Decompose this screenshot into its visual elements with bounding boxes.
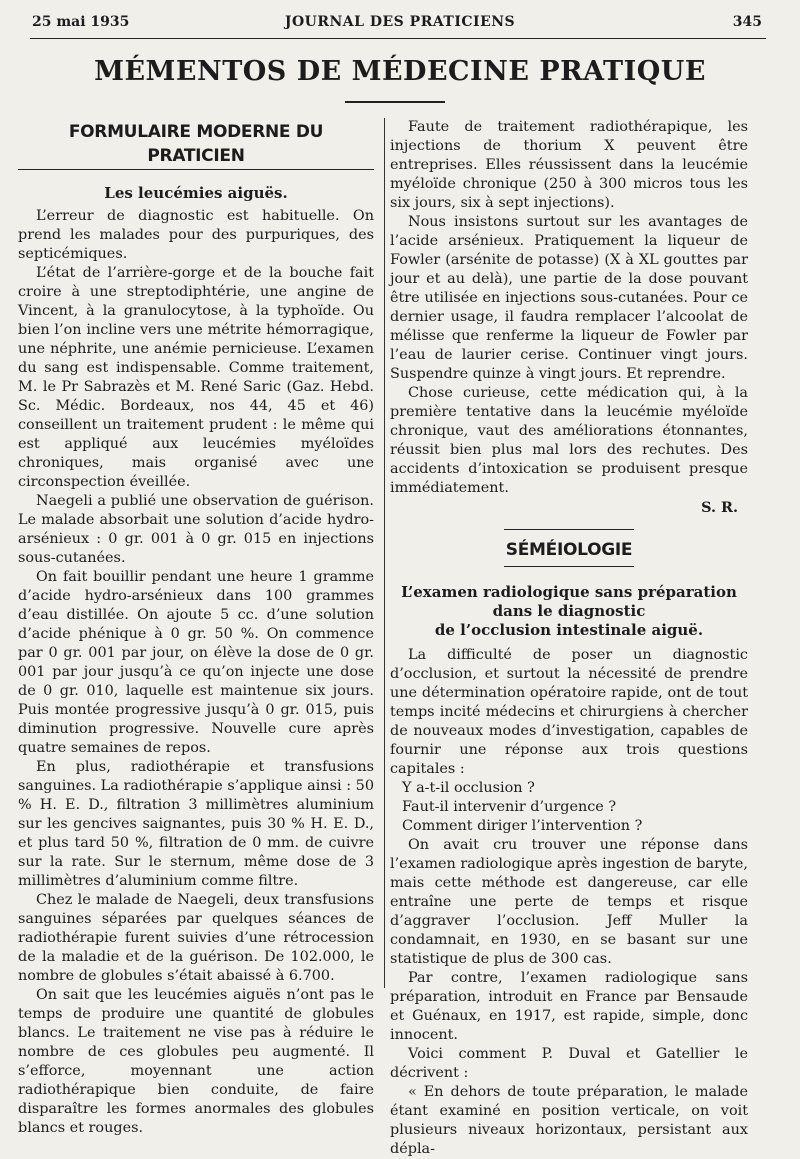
- title-rule: [345, 101, 445, 103]
- paragraph: Chose curieuse, cette médication qui, à la première tentative dans la leucémie myéloïde chronique, vaut des améliorations étonnantes, réussit bien plus mal lors des rechutes. Des accidents d’intoxication se produisent presque immédiatement.: [390, 385, 748, 496]
- article-title-line: L’examen radiologique sans préparation: [401, 583, 737, 601]
- question-item: Y a-t-il occlusion ?: [402, 780, 535, 796]
- section-rule: [18, 169, 374, 170]
- paragraph: Faute de traitement radiothérapique, les injections de thorium X peuvent être entreprises. Elles réussissent dans la leucémie myéloïde chronique (250 à 300 micros tous les six jours, six à sept injections).: [390, 119, 748, 211]
- paragraph: On avait cru trouver une réponse dans l’examen radiologique après ingestion de baryte, mais cette méthode est dangereuse, car elle entraîne une perte de temps et risque d’aggraver l’occlusion. Jeff Muller la condamnait, en 1930, en se basant sur une statistique de plus de 300 cas.: [390, 837, 748, 967]
- paragraph: L’état de l’arrière-gorge et de la bouche fait croire à une streptodiphtérie, une angine de Vincent, à la granulocytose, à la typhoïde. Ou bien l’on incline vers une métrite hémorragique, une néphrite, une anémie pernicieuse. L’examen du sang est indispensable. Comme traitement, M. le Pr Sabrazès et M. René Saric (Gaz. Hebd. Sc. Médic. Bordeaux, nos 44, 45 et 46) conseillent un traitement prudent : le même qui est appliqué aux leucémies myéloïdes chroniques, mais organisé avec une circonspection éveillée.: [18, 265, 374, 490]
- paragraph: L’erreur de diagnostic est habituelle. On prend les malades pour des purpuriques, des septicémiques.: [18, 208, 374, 262]
- paragraph: Voici comment P. Duval et Gatellier le décrivent :: [390, 1046, 748, 1081]
- article-title-occlusion: [390, 583, 748, 640]
- left-column: [18, 118, 374, 1138]
- page-title: MÉMENTOS DE MÉDECINE PRATIQUE: [94, 56, 706, 87]
- running-header: [0, 12, 800, 36]
- paragraph: Chez le malade de Naegeli, deux transfusions sanguines séparées par quelques séances de radiothérapie furent suivies d’une rétrocession de la maladie et de la guérison. De 102.000, le nombre de globules s’était abaissé à 6.700.: [18, 892, 374, 984]
- article-title-line: dans le diagnostic: [492, 602, 646, 620]
- header-rule: [30, 38, 766, 39]
- column-divider: [384, 118, 385, 988]
- header-journal-title: JOURNAL DES PRATICIENS: [284, 14, 516, 30]
- header-page-number: 345: [732, 14, 762, 30]
- paragraph: On fait bouillir pendant une heure 1 gramme d’acide hydro-arsénieux dans 100 grammes d’eau distillée. On ajoute 5 cc. d’une solution d’acide phénique à 0 gr. 50 %. On commence par 0 gr. 001 par jour, on élève la dose de 0 gr. 001 par jour jusqu’à ce qu’on injecte une dose de 0 gr. 010, laquelle est maintenue six jours. Puis montée progressive jusqu’à 0 gr. 015, puis diminution progressive. Nouvelle cure après quatre semaines de repos.: [18, 569, 374, 756]
- question-item: Faut-il intervenir d’urgence ?: [402, 799, 617, 815]
- signature: S. R.: [701, 499, 738, 516]
- article-title-line: de l’occlusion intestinale aiguë.: [434, 621, 704, 639]
- question-item: Comment diriger l’intervention ?: [402, 818, 643, 834]
- article-title-leucemies: Les leucémies aiguës.: [104, 184, 288, 202]
- section-heading-semeiologie: SÉMÉIOLOGIE: [505, 540, 633, 560]
- paragraph: Par contre, l’examen radiologique sans préparation, introduit en France par Bensaude et Guénaux, en 1917, est rapide, simple, donc innocent.: [390, 970, 748, 1043]
- paragraph: En plus, radiothérapie et transfusions sanguines. La radiothérapie s’applique ainsi : 50 % H. E. D., filtration 3 millimètres aluminium sur les gencives saignantes, puis 30 % H. E. D., et plus tard 50 %, filtration de 0 mm. de cuivre sur la rate. Sur le sternum, même dose de 3 millimètres d’aluminium comme filtre.: [18, 759, 374, 889]
- paragraph: Naegeli a publié une observation de guérison. Le malade absorbait une solution d’acide hydro-arsénieux : 0 gr. 001 à 0 gr. 015 en injections sous-cutanées.: [18, 493, 374, 566]
- header-date: 25 mai 1935: [32, 14, 130, 30]
- paragraph: « En dehors de toute préparation, le malade étant examiné en position verticale, on voit plusieurs niveaux horizontaux, persistant aux dépla-: [390, 1084, 748, 1157]
- paragraph: Nous insistons surtout sur les avantages de l’acide arsénieux. Pratiquement la liqueur de Fowler (arsénite de potasse) (X à XL gouttes par jour et au delà), une partie de la dose pouvant être utilisée en injections sous-cutanées. Pour ce dernier usage, il faudra remplacer l’alcoolat de mélisse que renferme la liqueur de Fowler par l’eau de laurier cerise. Continuer vingt jours. Suspendre quinze à vingt jours. Et reprendre.: [390, 214, 748, 382]
- paragraph: La difficulté de poser un diagnostic d’occlusion, et surtout la nécessité de prendre une détermination opératoire rapide, ont de tout temps incité médecins et chirurgiens à chercher de nouveaux modes d’investigation, capables de fournir une réponse aux trois questions capitales :: [390, 647, 748, 777]
- section-rule: [504, 566, 634, 567]
- right-column: [390, 118, 748, 1159]
- section-rule: [504, 529, 634, 530]
- section-heading-formulaire: FORMULAIRE MODERNE DU PRATICIEN: [68, 122, 324, 166]
- paragraph: On sait que les leucémies aiguës n’ont pas le temps de produire une quantité de globules blancs. Le traitement ne vise pas à réduire le nombre de ces globules peu augmenté. Il s’efforce, moyennant une action radiothérapique bien conduite, de faire disparaître les formes anormales des globules blancs et rouges.: [18, 987, 374, 1136]
